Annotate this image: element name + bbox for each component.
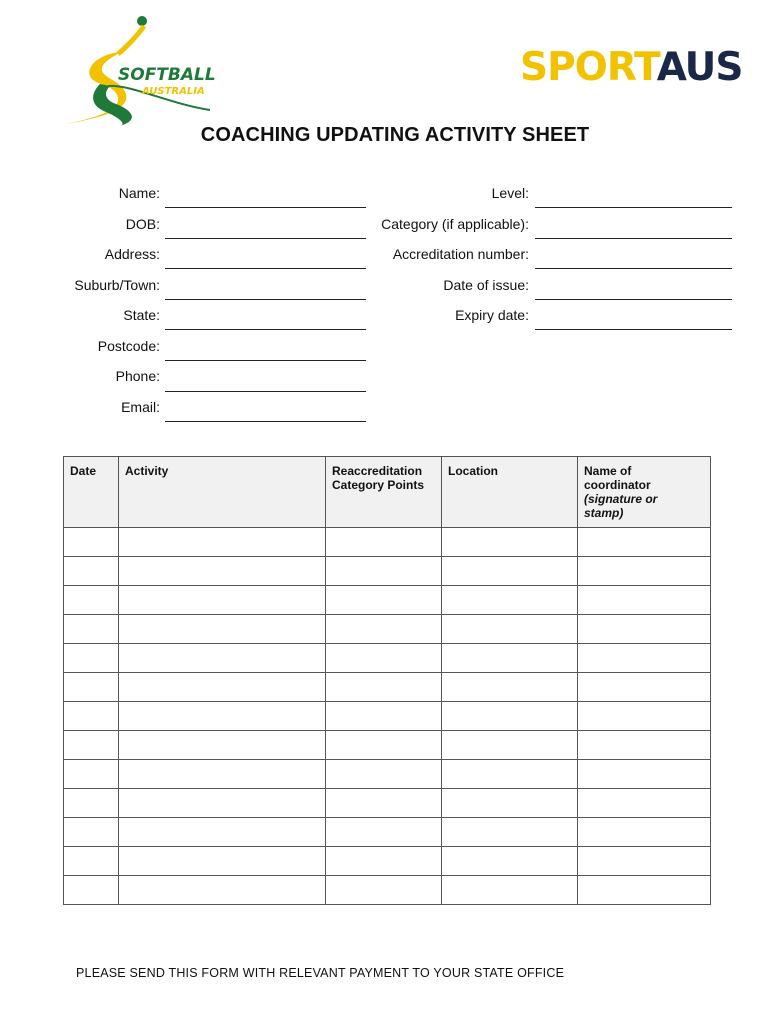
dob-field[interactable] bbox=[165, 238, 366, 239]
cell-activity[interactable] bbox=[119, 615, 326, 644]
cell-location[interactable] bbox=[442, 760, 578, 789]
suburb-label-wrap bbox=[0, 275, 160, 299]
accreditation-number-label: Accreditation number: bbox=[392, 246, 529, 262]
header-location-text: Location bbox=[448, 464, 498, 478]
cell-date[interactable] bbox=[64, 731, 119, 760]
table-row bbox=[64, 818, 711, 847]
cell-location[interactable] bbox=[442, 528, 578, 557]
cell-activity[interactable] bbox=[119, 847, 326, 876]
cell-location[interactable] bbox=[442, 731, 578, 760]
expiry-date-label-wrap bbox=[300, 305, 529, 329]
accreditation-number-field[interactable] bbox=[535, 268, 732, 269]
state-label: State: bbox=[123, 307, 160, 323]
dob-label: DOB: bbox=[125, 216, 160, 232]
cell-location[interactable] bbox=[442, 876, 578, 905]
suburb-label: Suburb/Town: bbox=[74, 277, 160, 293]
cell-location[interactable] bbox=[442, 586, 578, 615]
cell-coordinator[interactable] bbox=[578, 702, 711, 731]
activity-table bbox=[63, 456, 711, 905]
cell-points[interactable] bbox=[326, 557, 442, 586]
postcode-label-wrap bbox=[0, 336, 160, 360]
cell-points[interactable] bbox=[326, 789, 442, 818]
category-field[interactable] bbox=[535, 238, 732, 239]
footer-instruction: PLEASE SEND THIS FORM WITH RELEVANT PAYMENT TO YOUR STATE OFFICE bbox=[76, 966, 565, 980]
cell-date[interactable] bbox=[64, 673, 119, 702]
cell-coordinator[interactable] bbox=[578, 876, 711, 905]
cell-location[interactable] bbox=[442, 615, 578, 644]
cell-location[interactable] bbox=[442, 557, 578, 586]
table-row bbox=[64, 702, 711, 731]
email-field[interactable] bbox=[165, 421, 366, 422]
table-row bbox=[64, 586, 711, 615]
cell-activity[interactable] bbox=[119, 586, 326, 615]
level-field[interactable] bbox=[535, 207, 732, 208]
cell-points[interactable] bbox=[326, 876, 442, 905]
cell-coordinator[interactable] bbox=[578, 760, 711, 789]
table-row bbox=[64, 876, 711, 905]
cell-points[interactable] bbox=[326, 644, 442, 673]
cell-activity[interactable] bbox=[119, 789, 326, 818]
cell-location[interactable] bbox=[442, 818, 578, 847]
cell-date[interactable] bbox=[64, 702, 119, 731]
cell-location[interactable] bbox=[442, 789, 578, 818]
cell-coordinator[interactable] bbox=[578, 557, 711, 586]
header-points-line2: Category Points bbox=[332, 478, 425, 492]
cell-points[interactable] bbox=[326, 702, 442, 731]
cell-activity[interactable] bbox=[119, 702, 326, 731]
expiry-date-field[interactable] bbox=[535, 329, 732, 330]
sportaus-logo bbox=[520, 46, 742, 90]
table-row bbox=[64, 615, 711, 644]
table-row bbox=[64, 847, 711, 876]
cell-points[interactable] bbox=[326, 847, 442, 876]
header-date-text: Date bbox=[70, 464, 97, 478]
phone-label-wrap bbox=[0, 366, 160, 390]
cell-date[interactable] bbox=[64, 847, 119, 876]
name-field[interactable] bbox=[165, 207, 366, 208]
table-row bbox=[64, 644, 711, 673]
expiry-date-label: Expiry date: bbox=[455, 307, 529, 323]
level-label: Level: bbox=[491, 185, 529, 201]
header-coord-line4: stamp) bbox=[584, 506, 624, 520]
table-row bbox=[64, 731, 711, 760]
date-of-issue-label-wrap bbox=[300, 275, 529, 299]
header-activity bbox=[119, 457, 326, 528]
cell-date[interactable] bbox=[64, 789, 119, 818]
cell-activity[interactable] bbox=[119, 731, 326, 760]
cell-coordinator[interactable] bbox=[578, 644, 711, 673]
address-label: Address: bbox=[104, 246, 160, 262]
cell-coordinator[interactable] bbox=[578, 673, 711, 702]
cell-activity[interactable] bbox=[119, 876, 326, 905]
cell-points[interactable] bbox=[326, 673, 442, 702]
table-row bbox=[64, 673, 711, 702]
cell-points[interactable] bbox=[326, 760, 442, 789]
cell-points[interactable] bbox=[326, 731, 442, 760]
postcode-field[interactable] bbox=[165, 360, 366, 361]
cell-activity[interactable] bbox=[119, 760, 326, 789]
table-row bbox=[64, 789, 711, 818]
cell-activity[interactable] bbox=[119, 644, 326, 673]
table-row bbox=[64, 528, 711, 557]
email-label: Email: bbox=[121, 399, 160, 415]
category-label: Category (if applicable): bbox=[381, 216, 529, 232]
cell-coordinator[interactable] bbox=[578, 847, 711, 876]
name-label-wrap bbox=[0, 183, 160, 207]
table-row bbox=[64, 557, 711, 586]
header-coord-line1: Name of bbox=[584, 464, 632, 478]
cell-date[interactable] bbox=[64, 818, 119, 847]
suburb-field[interactable] bbox=[165, 299, 366, 300]
email-label-wrap bbox=[0, 397, 160, 421]
table-body bbox=[64, 528, 711, 905]
header-points-line1: Reaccreditation bbox=[332, 464, 423, 478]
cell-points[interactable] bbox=[326, 586, 442, 615]
page-title: COACHING UPDATING ACTIVITY SHEET bbox=[200, 124, 590, 146]
cell-activity[interactable] bbox=[119, 557, 326, 586]
cell-location[interactable] bbox=[442, 847, 578, 876]
state-field[interactable] bbox=[165, 329, 366, 330]
header-location bbox=[442, 457, 578, 528]
cell-points[interactable] bbox=[326, 528, 442, 557]
table-header-row bbox=[64, 457, 711, 528]
cell-coordinator[interactable] bbox=[578, 528, 711, 557]
level-label-wrap bbox=[300, 183, 529, 207]
australia-logo-text: AUSTRALIA bbox=[142, 86, 205, 97]
cell-activity[interactable] bbox=[119, 528, 326, 557]
address-label-wrap bbox=[0, 244, 160, 268]
table-row bbox=[64, 760, 711, 789]
cell-date[interactable] bbox=[64, 557, 119, 586]
cell-coordinator[interactable] bbox=[578, 615, 711, 644]
header-activity-text: Activity bbox=[125, 464, 169, 478]
header-coord-line2: coordinator bbox=[584, 478, 651, 492]
cell-date[interactable] bbox=[64, 528, 119, 557]
cell-points[interactable] bbox=[326, 615, 442, 644]
softball-australia-logo bbox=[60, 14, 220, 128]
cell-location[interactable] bbox=[442, 702, 578, 731]
cell-activity[interactable] bbox=[119, 818, 326, 847]
cell-coordinator[interactable] bbox=[578, 789, 711, 818]
cell-coordinator[interactable] bbox=[578, 731, 711, 760]
header-points bbox=[326, 457, 442, 528]
category-label-wrap bbox=[300, 214, 529, 238]
cell-date[interactable] bbox=[64, 876, 119, 905]
cell-location[interactable] bbox=[442, 644, 578, 673]
date-of-issue-field[interactable] bbox=[535, 299, 732, 300]
sportaus-logo-aus: AUS bbox=[656, 45, 743, 90]
header-coordinator bbox=[578, 457, 711, 528]
accreditation-label-wrap bbox=[300, 244, 529, 268]
cell-date[interactable] bbox=[64, 615, 119, 644]
cell-coordinator[interactable] bbox=[578, 818, 711, 847]
sportaus-logo-sport: SPORT bbox=[520, 45, 657, 90]
cell-date[interactable] bbox=[64, 644, 119, 673]
postcode-label: Postcode: bbox=[97, 338, 160, 354]
dob-label-wrap bbox=[0, 214, 160, 238]
cell-date[interactable] bbox=[64, 586, 119, 615]
cell-activity[interactable] bbox=[119, 673, 326, 702]
header-date bbox=[64, 457, 119, 528]
header-coord-line3: (signature or bbox=[584, 492, 658, 506]
phone-label: Phone: bbox=[115, 368, 160, 384]
name-label: Name: bbox=[118, 185, 160, 201]
softball-logo-text: SOFTBALL bbox=[118, 65, 216, 85]
address-field[interactable] bbox=[165, 268, 366, 269]
cell-points[interactable] bbox=[326, 818, 442, 847]
ball-icon bbox=[137, 16, 147, 26]
cell-date[interactable] bbox=[64, 760, 119, 789]
cell-coordinator[interactable] bbox=[578, 586, 711, 615]
cell-location[interactable] bbox=[442, 673, 578, 702]
date-of-issue-label: Date of issue: bbox=[443, 277, 529, 293]
phone-field[interactable] bbox=[165, 391, 366, 392]
state-label-wrap bbox=[0, 305, 160, 329]
